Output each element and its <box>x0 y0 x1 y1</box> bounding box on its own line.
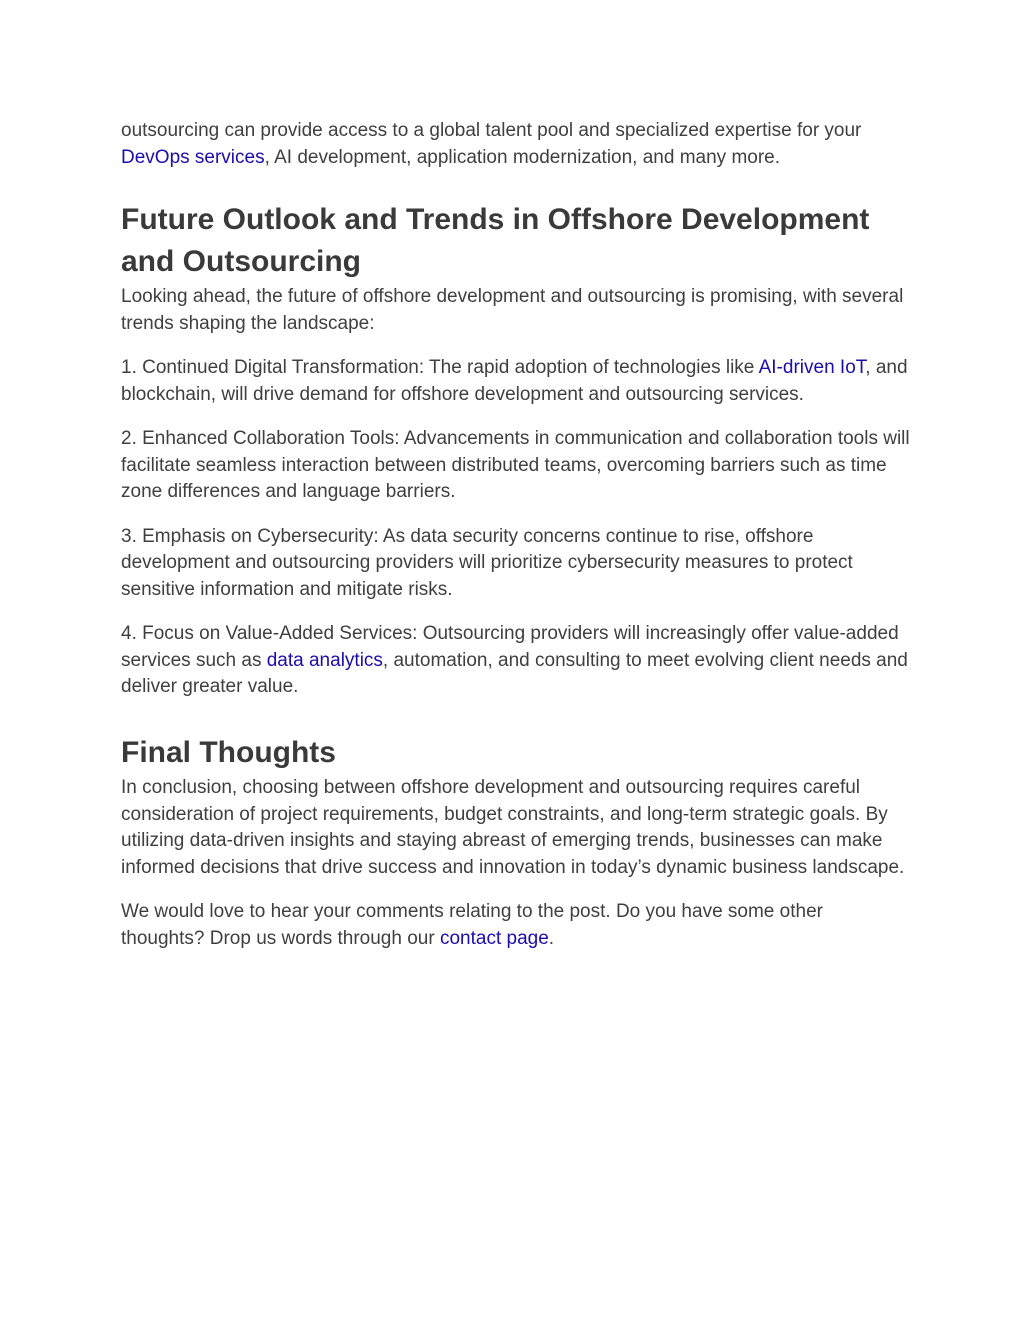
devops-services-link[interactable]: DevOps services <box>121 146 265 168</box>
trend-1-text-before: 1. Continued Digital Transformation: The rapid adoption of technologies like <box>121 357 759 378</box>
trend-4-paragraph <box>121 621 911 701</box>
cta-text-after: . <box>548 927 555 949</box>
future-intro-paragraph: Looking ahead, the future of offshore development and outsourcing is promising, with several trends shaping the landscape: <box>121 286 904 334</box>
conclusion-paragraph: In conclusion, choosing between offshore development and outsourcing requires careful consideration of project requirements, budget constraints, and long-term strategic goals. By utilizing data-driven insights and staying abreast of emerging trends, businesses can make informed decisions that drive success and innovation in today’s dynamic business landscape. <box>121 777 905 878</box>
cta-text-before: We would love to hear your comments relating to the post. Do you have some other thoughts? Drop us words through our <box>121 901 823 949</box>
trend-1-paragraph <box>121 355 911 408</box>
intro-text-after: , AI development, application modernization, and many more. <box>264 146 781 168</box>
final-thoughts-heading: Final Thoughts <box>121 735 336 769</box>
contact-page-link[interactable]: contact page <box>439 927 549 949</box>
future-outlook-heading: Future Outlook and Trends in Offshore Development and Outsourcing <box>121 203 870 278</box>
intro-paragraph <box>121 118 911 171</box>
trend-1-text-after: , and blockchain, will drive demand for offshore development and outsourcing services. <box>121 357 908 405</box>
ai-driven-iot-link[interactable]: AI-driven IoT <box>758 357 866 378</box>
document-page <box>121 118 911 952</box>
comments-cta-paragraph <box>121 899 911 952</box>
trend-2-paragraph: 2. Enhanced Collaboration Tools: Advancements in communication and collaboration tools will facilitate seamless interaction between distributed teams, overcoming barriers such as time zone differences and language barriers. <box>121 428 910 502</box>
intro-text-before: outsourcing can provide access to a global talent pool and specialized expertise for your <box>121 120 862 141</box>
trend-4-text-before: 4. Focus on Value-Added Services: Outsourcing providers will increasingly offer value-added services such as <box>121 623 899 671</box>
data-analytics-link[interactable]: data analytics <box>266 649 383 671</box>
trend-3-paragraph: 3. Emphasis on Cybersecurity: As data security concerns continue to rise, offshore development and outsourcing providers will prioritize cybersecurity measures to protect sensitive information and mitigate risks. <box>121 525 853 600</box>
trend-4-text-after: , automation, and consulting to meet evolving client needs and deliver greater value. <box>121 649 908 697</box>
